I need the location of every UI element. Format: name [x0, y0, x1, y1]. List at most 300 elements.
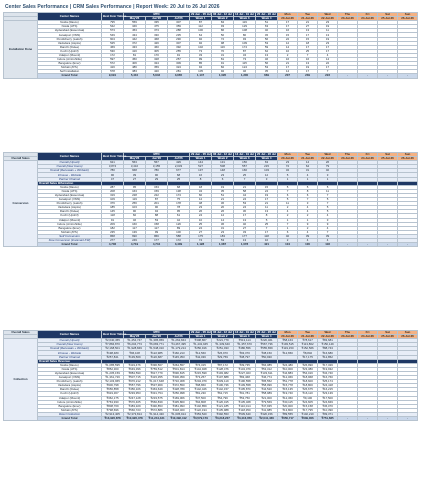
value-cell: 81: [212, 58, 234, 62]
value-cell: 45: [256, 33, 278, 37]
value-cell: ₹53,312: [256, 367, 278, 371]
value-cell: 468: [146, 37, 168, 41]
value-cell: 335: [146, 21, 168, 25]
value-cell: 39: [298, 234, 318, 238]
value-cell: ₹251,033: [212, 347, 234, 351]
value-cell: 90: [102, 173, 124, 177]
value-cell: 525: [102, 41, 124, 45]
column-subheader: 23-Jul-26: [338, 335, 358, 339]
value-cell: ₹26,675: [298, 388, 318, 392]
value-cell: 201: [146, 202, 168, 206]
value-cell: ₹24,418: [318, 384, 338, 388]
value-cell: 24: [256, 189, 278, 193]
section-label: Collection: [4, 339, 38, 421]
value-cell: 17: [298, 70, 318, 74]
value-cell: ₹24,605: [298, 400, 318, 404]
value-cell: 3,409: [168, 243, 190, 247]
value-cell: 90: [146, 206, 168, 210]
value-cell: 3,410: [124, 165, 146, 169]
value-cell: 11: [256, 206, 278, 210]
value-cell: ₹122,985: [146, 351, 168, 355]
value-cell: ₹12,650: [278, 351, 298, 355]
value-cell: ₹320,156: [256, 412, 278, 416]
value-cell: ₹12,852: [318, 355, 338, 359]
value-cell: 172: [168, 238, 190, 242]
value-cell: 94: [190, 66, 212, 70]
value-cell: 93: [234, 37, 256, 41]
value-cell: ₹119,150: [278, 347, 298, 351]
value-cell: ₹11,244,431: [146, 416, 168, 420]
value-cell: 2: [298, 214, 318, 218]
column-header: Tue: [298, 153, 318, 157]
value-cell: ₹126,015: [212, 400, 234, 404]
value-cell: 7: [298, 53, 318, 57]
value-cell: ₹17,326: [318, 363, 338, 367]
column-subheader: 24-Jul-26: [358, 17, 378, 21]
value-cell: 21: [278, 62, 298, 66]
column-subheader: 25-Jul-26: [378, 335, 398, 339]
value-cell: ₹135,988: [212, 408, 234, 412]
collection-table: [3, 330, 418, 421]
value-cell: 26: [212, 210, 234, 214]
value-cell: 185: [102, 206, 124, 210]
value-cell: 6: [212, 177, 234, 181]
center-name: Hyderabad (Essenzaa): [38, 193, 102, 197]
value-cell: ₹353,520: [190, 412, 212, 416]
column-header: 20 Jul - 26 Jul: [257, 330, 277, 335]
column-header: Sun: [398, 13, 418, 17]
value-cell: 549: [102, 33, 124, 37]
value-cell: 112: [190, 25, 212, 29]
column-subheader: Week 4: [256, 335, 278, 339]
value-cell: 92: [190, 41, 212, 45]
value-cell: 42: [168, 218, 190, 222]
value-cell: 8: [298, 189, 318, 193]
value-cell: 4: [298, 210, 318, 214]
center-name: Bangalore (Ener): [38, 226, 102, 230]
value-cell: ₹7,884,870: [102, 343, 124, 347]
value-cell: 530: [102, 49, 124, 53]
column-subheader: Jun'26: [146, 335, 168, 339]
value-cell: 19: [318, 37, 338, 41]
value-cell: ₹19,740: [278, 392, 298, 396]
value-cell: ₹17,795: [298, 408, 318, 412]
value-cell: 64: [190, 33, 212, 37]
value-cell: 2: [298, 226, 318, 230]
value-cell: 9: [318, 222, 338, 226]
value-cell: ₹976,212: [124, 380, 146, 384]
value-cell: 4,744: [146, 243, 168, 247]
value-cell: 383: [124, 70, 146, 74]
value-cell: 469: [102, 45, 124, 49]
value-cell: 126: [168, 222, 190, 226]
value-cell: 177: [146, 238, 168, 242]
value-cell: 25: [298, 49, 318, 53]
value-cell: 324: [146, 62, 168, 66]
value-cell: 16: [278, 58, 298, 62]
value-cell: 4: [298, 173, 318, 177]
value-cell: 18: [298, 41, 318, 45]
value-cell: ₹23,380: [298, 367, 318, 371]
center-name: Overall Sales Revenue: [38, 359, 102, 363]
column-header: 20 Jul - 26 Jul: [257, 12, 277, 17]
value-cell: 39: [124, 173, 146, 177]
value-cell: 17: [278, 21, 298, 25]
value-cell: 287: [102, 185, 124, 189]
value-cell: 23: [212, 230, 234, 234]
value-cell: 11: [278, 202, 298, 206]
value-cell: ₹102,859: [190, 404, 212, 408]
value-cell: 5: [256, 218, 278, 222]
value-cell: ₹83,681: [318, 339, 338, 343]
value-cell: 17: [318, 45, 338, 49]
value-cell: ₹93,370: [234, 351, 256, 355]
value-cell: 92: [212, 70, 234, 74]
value-cell: 780: [102, 169, 124, 173]
value-cell: 4: [298, 206, 318, 210]
value-cell: ₹29,759: [212, 355, 234, 359]
value-cell: ₹24,480: [278, 363, 298, 367]
value-cell: 74: [190, 238, 212, 242]
value-cell: 144: [190, 161, 212, 165]
column-header: 06 Jul - 12 Jul: [213, 12, 233, 17]
value-cell: 373: [146, 29, 168, 33]
value-cell: 21: [234, 185, 256, 189]
center-name: Grand Total: [38, 74, 102, 78]
value-cell: 34: [190, 189, 212, 193]
value-cell: ₹144,928: [190, 367, 212, 371]
value-cell: 1,087: [212, 243, 234, 247]
value-cell: 31: [212, 226, 234, 230]
value-cell: 7: [318, 70, 338, 74]
value-cell: ₹12,066: [278, 376, 298, 380]
value-cell: ₹12,360: [278, 396, 298, 400]
value-cell: 621: [102, 161, 124, 165]
value-cell: 46: [234, 70, 256, 74]
value-cell: 156: [234, 161, 256, 165]
value-cell: ₹1,548,310: [146, 347, 168, 351]
column-subheader: Week 4: [256, 17, 278, 21]
value-cell: 86: [212, 29, 234, 33]
value-cell: ₹54,016: [298, 371, 318, 375]
value-cell: ₹44,883: [278, 371, 298, 375]
center-name: Noida (ATS): [38, 25, 102, 29]
value-cell: 7: [278, 222, 298, 226]
value-cell: ₹256,998: [168, 392, 190, 396]
value-cell: 44: [234, 193, 256, 197]
value-cell: ₹13,926,878: [102, 416, 124, 420]
value-cell: -: [378, 74, 398, 78]
value-cell: 228: [124, 193, 146, 197]
value-cell: ₹38,150: [256, 351, 278, 355]
value-cell: ₹135,468: [234, 400, 256, 404]
value-cell: 70: [212, 49, 234, 53]
value-cell: ₹1,262,844: [168, 339, 190, 343]
value-cell: 1,200: [234, 74, 256, 78]
center-name: Self Conversion: [38, 234, 102, 238]
center-name: Noida (Rasco): [38, 363, 102, 367]
value-cell: ₹21,000: [256, 396, 278, 400]
grand-total-row: [4, 74, 418, 78]
value-cell: 94: [146, 210, 168, 214]
value-cell: 8: [256, 214, 278, 218]
center-name: Ranchi (Dulee): [38, 45, 102, 49]
value-cell: ₹1,454,747: [124, 339, 146, 343]
value-cell: 4: [278, 210, 298, 214]
column-header: MTD: [124, 13, 190, 17]
value-cell: 5: [278, 173, 298, 177]
column-subheader: 20-Jul-26: [278, 157, 298, 161]
center-name: Hyderabad (Essenzaa): [38, 371, 102, 375]
value-cell: 103: [256, 169, 278, 173]
value-cell: 13: [256, 210, 278, 214]
value-cell: 207: [278, 74, 298, 78]
column-subheader: 23-Jul-26: [338, 17, 358, 21]
value-cell: 588: [168, 234, 190, 238]
value-cell: ₹122,194: [190, 408, 212, 412]
column-subheader: May'26: [124, 157, 146, 161]
value-cell: ₹221,779: [212, 339, 234, 343]
value-cell: 10: [190, 218, 212, 222]
value-cell: ₹142,157: [212, 388, 234, 392]
value-cell: 26: [318, 161, 338, 165]
value-cell: ₹2,640,455: [102, 339, 124, 343]
value-cell: 75: [168, 198, 190, 202]
value-cell: ₹34,740: [318, 371, 338, 375]
value-cell: ₹567,736: [256, 343, 278, 347]
value-cell: ₹26,990: [298, 363, 318, 367]
value-cell: ₹139,569: [124, 355, 146, 359]
value-cell: ₹58,996: [256, 384, 278, 388]
column-header: Thu: [338, 153, 358, 157]
value-cell: 7: [318, 230, 338, 234]
value-cell: ₹227,403: [234, 371, 256, 375]
value-cell: 102: [190, 45, 212, 49]
value-cell: 2,033: [168, 165, 190, 169]
column-subheader: 22-Jul-26: [318, 157, 338, 161]
value-cell: 5: [318, 210, 338, 214]
column-subheader: Jun'26: [146, 17, 168, 21]
value-cell: ₹1,395,959: [146, 339, 168, 343]
value-cell: 23: [190, 206, 212, 210]
column-header: Sun: [398, 153, 418, 157]
value-cell: 16: [190, 173, 212, 177]
value-cell: 442: [124, 37, 146, 41]
value-cell: ₹30,115: [278, 400, 298, 404]
value-cell: 15: [256, 185, 278, 189]
column-header: 20 Jul - 26 Jul: [257, 152, 277, 157]
value-cell: 36: [212, 222, 234, 226]
value-cell: ₹37,500: [190, 396, 212, 400]
value-cell: 80: [234, 33, 256, 37]
column-subheader: 24-Jul-26: [358, 157, 378, 161]
value-cell: 72: [212, 37, 234, 41]
value-cell: 109: [102, 198, 124, 202]
value-cell: 27: [298, 25, 318, 29]
value-cell: 508: [212, 165, 234, 169]
value-cell: 93: [212, 25, 234, 29]
value-cell: 35: [212, 189, 234, 193]
value-cell: ₹58,163: [278, 339, 298, 343]
value-cell: 215: [256, 165, 278, 169]
value-cell: 16: [278, 29, 298, 33]
value-cell: ₹66,085: [256, 363, 278, 367]
value-cell: ₹2,913,405: [102, 412, 124, 416]
value-cell: ₹264,557: [168, 363, 190, 367]
value-cell: 4: [298, 230, 318, 234]
center-name: Pondicherry (Laksh): [38, 202, 102, 206]
column-header: Fri: [358, 331, 378, 335]
value-cell: 7: [318, 193, 338, 197]
value-cell: 95: [168, 210, 190, 214]
column-subheader: Week 1: [190, 17, 212, 21]
value-cell: 235: [168, 33, 190, 37]
value-cell: 23: [318, 41, 338, 45]
value-cell: 160: [124, 222, 146, 226]
value-cell: 256: [124, 202, 146, 206]
center-name: Vadodara (Aspire): [38, 41, 102, 45]
value-cell: 573: [102, 29, 124, 33]
value-cell: 1: [298, 218, 318, 222]
value-cell: 91: [168, 53, 190, 57]
value-cell: ₹169,066: [168, 396, 190, 400]
center-name: Bangalore (Ener): [38, 62, 102, 66]
value-cell: ₹233,575: [146, 396, 168, 400]
value-cell: 17: [234, 214, 256, 218]
value-cell: ₹39,735: [234, 363, 256, 367]
column-header: Sat: [378, 13, 398, 17]
value-cell: 4,706: [102, 243, 124, 247]
value-cell: 90: [146, 173, 168, 177]
value-cell: 604: [102, 37, 124, 41]
value-cell: 58: [234, 189, 256, 193]
value-cell: 166: [234, 169, 256, 173]
value-cell: 11: [318, 29, 338, 33]
value-cell: 87: [190, 21, 212, 25]
value-cell: ₹16,760: [318, 376, 338, 380]
value-cell: 104: [278, 243, 298, 247]
value-cell: 677: [168, 169, 190, 173]
value-cell: ₹1,432,945: [190, 343, 212, 347]
value-cell: 25: [168, 177, 190, 181]
value-cell: 14: [278, 45, 298, 49]
value-cell: ₹1,085,595: [102, 363, 124, 367]
value-cell: 795: [102, 21, 124, 25]
value-cell: ₹120,687: [146, 355, 168, 359]
value-cell: 429: [168, 161, 190, 165]
column-subheader: 20-Jul-26: [278, 17, 298, 21]
value-cell: 7: [298, 198, 318, 202]
value-cell: ₹1,357,670: [234, 343, 256, 347]
value-cell: ₹2,168,501: [102, 347, 124, 351]
value-cell: 23: [318, 21, 338, 25]
value-cell: 51: [212, 193, 234, 197]
value-cell: ₹215,599: [190, 371, 212, 375]
center-name: Grand Total: [38, 243, 102, 247]
value-cell: ₹107,888: [212, 376, 234, 380]
value-cell: ₹25,174: [318, 380, 338, 384]
value-cell: 100: [190, 29, 212, 33]
value-cell: 486: [124, 66, 146, 70]
value-cell: ₹220,461: [256, 339, 278, 343]
value-cell: 25: [234, 173, 256, 177]
value-cell: ₹513,114: [234, 339, 256, 343]
value-cell: ₹239,119: [212, 380, 234, 384]
column-header: Best Ever Values: [102, 331, 124, 339]
value-cell: 33: [190, 53, 212, 57]
value-cell: -: [398, 243, 418, 247]
value-cell: 25: [256, 222, 278, 226]
value-cell: ₹143,079: [234, 367, 256, 371]
column-subheader: Week 2: [212, 17, 234, 21]
value-cell: 372: [124, 41, 146, 45]
value-cell: ₹15,135: [278, 388, 298, 392]
value-cell: 18: [190, 185, 212, 189]
value-cell: 46: [124, 218, 146, 222]
value-cell: 421: [256, 243, 278, 247]
value-cell: ₹808,769: [102, 404, 124, 408]
value-cell: ₹41,985: [256, 408, 278, 412]
value-cell: 89: [168, 226, 190, 230]
column-header: Mon: [278, 331, 298, 335]
value-cell: -: [378, 416, 398, 420]
column-subheader: Week 1: [190, 335, 212, 339]
value-cell: 48: [190, 202, 212, 206]
value-cell: 235: [102, 230, 124, 234]
center-name: Kochi (Upshif): [38, 214, 102, 218]
column-subheader: 26-Jul-26: [398, 335, 418, 339]
center-name: Self Installation: [38, 70, 102, 74]
value-cell: 82: [212, 66, 234, 70]
value-cell: 13: [234, 218, 256, 222]
value-cell: 119: [234, 21, 256, 25]
center-name: Hyderabad (Essenzaa): [38, 29, 102, 33]
column-header: MTD: [124, 331, 190, 335]
value-cell: 47: [102, 177, 124, 181]
value-cell: 118: [102, 214, 124, 218]
value-cell: 559: [124, 21, 146, 25]
value-cell: 90: [124, 210, 146, 214]
value-cell: ₹381,993: [168, 404, 190, 408]
value-cell: 174: [168, 193, 190, 197]
column-header: Sat: [378, 153, 398, 157]
value-cell: -: [338, 74, 358, 78]
value-cell: 87: [146, 198, 168, 202]
column-subheader: 23-Jul-26: [338, 157, 358, 161]
value-cell: 100: [168, 230, 190, 234]
center-name: Inhouse - Website: [38, 351, 102, 355]
value-cell: ₹566,723: [124, 408, 146, 412]
value-cell: ₹160,213: [168, 351, 190, 355]
center-name: Indore (Arniruhiitle): [38, 400, 102, 404]
value-cell: ₹392,553: [212, 412, 234, 416]
value-cell: 2: [278, 214, 298, 218]
value-cell: ₹483,329: [124, 404, 146, 408]
value-cell: -: [338, 243, 358, 247]
value-cell: ₹110,014: [234, 404, 256, 408]
value-cell: 15: [278, 33, 298, 37]
column-header: 13 Jul - 19 Jul: [235, 152, 255, 157]
column-subheader: May'26: [124, 17, 146, 21]
value-cell: 159: [146, 189, 168, 193]
value-cell: 10: [278, 49, 298, 53]
value-cell: 53: [212, 238, 234, 242]
value-cell: ₹331,754: [146, 392, 168, 396]
value-cell: ₹1,017,648: [146, 380, 168, 384]
value-cell: -: [358, 416, 378, 420]
value-cell: ₹118,350: [234, 408, 256, 412]
value-cell: ₹95,552: [256, 380, 278, 384]
